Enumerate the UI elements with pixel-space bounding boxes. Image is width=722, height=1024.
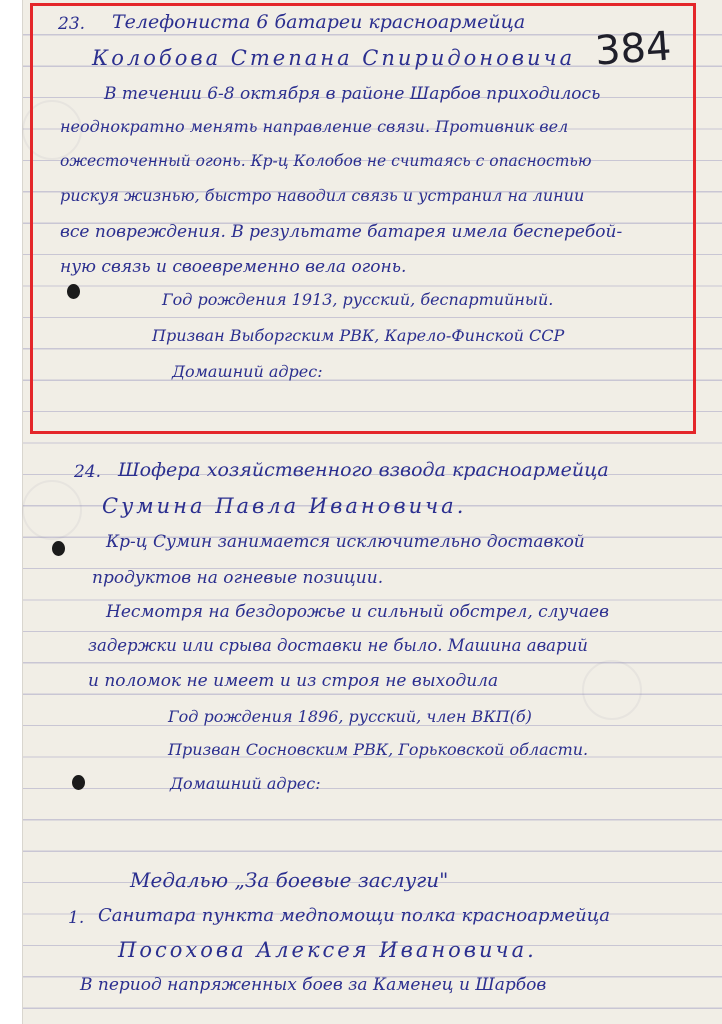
detail-line: Год рождения 1913, русский, беспартийный. [162,290,554,309]
medal-heading: Медалью „За боевые заслуги" [130,868,449,892]
text-line: рискуя жизнью, быстро наводил связь и устранил на линии [60,186,585,205]
archive-number: 384 [593,23,673,75]
text-line: задержки или срыва доставки не было. Машина аварий [88,636,588,655]
text-line: Кр-ц Сумин занимается исключительно доставкой [106,532,585,552]
detail-line: Домашний адрес: [172,362,323,381]
entry-number: 24. [74,462,102,482]
text-line: В течении 6-8 октября в районе Шарбов приходилось [104,84,601,104]
text-line: ную связь и своевременно вела огонь. [60,257,407,277]
entry-number: 23. [58,14,86,34]
highlight-box [30,3,696,434]
entry-number: 1. [68,908,85,928]
punch-hole [72,775,85,790]
watermark-stamp [582,660,642,720]
text-line: Несмотря на бездорожье и сильный обстрел, случаев [106,602,610,622]
text-line: неоднократно менять направление связи. Противник вел [60,117,569,136]
entry-title: Шофера хозяйственного взвода красноармейца [118,459,609,481]
detail-line: Год рождения 1896, русский, член ВКП(б) [168,707,532,726]
entry-title: Санитара пункта медпомощи полка красноармейца [98,905,610,926]
text-line: и поломок не имеет и из строя не выходила [88,671,499,691]
entry-title: Телефониста 6 батареи красноармейца [112,11,526,33]
person-name: Сумина Павла Ивановича. [102,494,467,518]
detail-line: Призван Выборгским РВК, Карело-Финской ССР [152,326,565,345]
watermark-stamp [22,480,82,540]
detail-line: Призван Сосновским РВК, Горьковской области. [168,740,589,759]
text-line: В период напряженных боев за Каменец и Шарбов [80,975,547,995]
text-line: продуктов на огневые позиции. [92,568,384,588]
text-line: все повреждения. В результате батарея имела бесперебой- [60,222,623,242]
person-name: Колобова Степана Спиридоновича [92,46,576,70]
document-page [22,0,722,1024]
detail-line: Домашний адрес: [170,774,321,793]
punch-hole [52,541,65,556]
person-name: Посохова Алексея Ивановича. [118,938,537,962]
text-line: ожесточенный огонь. Кр-ц Колобов не считаясь с опасностью [60,152,592,170]
